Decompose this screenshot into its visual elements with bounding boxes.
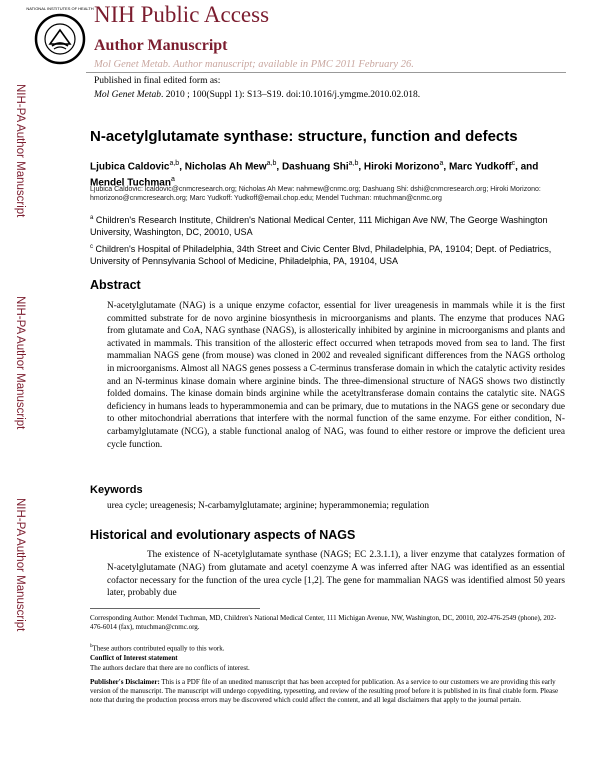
affiliation-c-sup: c: [90, 244, 93, 250]
author: Dashuang Shi: [281, 161, 349, 173]
side-label-middle: NIH-PA Author Manuscript: [14, 296, 26, 430]
author-sup: a: [439, 160, 444, 167]
side-label-top: NIH-PA Author Manuscript: [14, 84, 26, 218]
equal-sup: b: [90, 644, 93, 649]
conflict-text: The authors declare that there are no conflicts of interest.: [90, 664, 250, 672]
nih-public-access-title: NIH Public Access: [94, 2, 270, 27]
section-heading: Historical and evolutionary aspects of NAGS: [90, 528, 356, 542]
conflict-heading-text: Conflict of Interest statement: [90, 654, 178, 662]
author-sep: ,: [179, 161, 185, 173]
author-sup: c: [511, 160, 516, 167]
author-sep: , and: [515, 161, 539, 173]
affiliation-c-text: Children's Hospital of Philadelphia, 34th Street and Civic Center Blvd, Philadelphia, PA, 19104; Dept. of Pediatrics, University of Pennsylvania School of Medicine, Philadelphia, PA, 19104, USA: [90, 244, 552, 266]
article-title: N-acetylglutamate synthase: structure, function and defects: [90, 128, 518, 145]
author-sep: ,: [443, 161, 449, 173]
keywords-heading: Keywords: [90, 484, 143, 496]
affiliation-a-text: Children's Research Institute, Children's National Medical Center, 111 Michigan Ave NW, The George Washington University, Washington, DC, 20010, USA: [90, 215, 548, 237]
author-sep: ,: [276, 161, 282, 173]
journal-name: Mol Genet Metab: [94, 90, 162, 100]
abstract-heading: Abstract: [90, 278, 141, 292]
author-sup: a,b: [348, 160, 359, 167]
publisher-disclaimer: [90, 678, 568, 705]
author-sup: a,b: [266, 160, 277, 167]
keywords-text: urea cycle; ureagenesis; N-carbamylglutamate; arginine; hyperammonemia; regulation: [107, 501, 429, 511]
equal-text: These authors contributed equally to this work.: [92, 644, 225, 653]
author: Ljubica Caldovic: [90, 161, 170, 173]
affiliation-a: [90, 212, 568, 238]
section-paragraph: The existence of N-acetylglutamate synthase (NAGS; EC 2.3.1.1), a liver enzyme that catalyzes formation of N-acetylglutamate (NAG) from glutamate and acetyl coenzyme A was inferred after NAG was identified as an essential cofactor necessary for the function of the urea cycle [1,2]. The gene for mammalian NAGS was identified almost 50 years later, probably due: [107, 550, 565, 599]
nih-logo: [26, 0, 94, 78]
author-sep: ,: [358, 161, 364, 173]
author-emails: Ljubica Caldovic: lcaldovic@cnmcresearch.org; Nicholas Ah Mew: nahmew@cnmc.org; Dashuang Shi: dshi@cnmcresearch.org; Hiroki Morizono: hmorizono@cnmcresearch.org; Marc Yudkoff: Yudkoff@email.chop.edu; Mendel Tuchman: mtuchman@cnmc.org: [90, 186, 541, 202]
disclaimer-text: This is a PDF file of an unedited manuscript that has been accepted for publication. As a service to our customers we are providing this early version of the manuscript. The manuscript will undergo copyediting, typesetting, and review of the resulting proof before it is published in its final citable form. Please note that during the production process errors may be discovered which could affect the content, and all legal disclaimers that apply to the journal pertain.: [90, 678, 559, 704]
published-in-label: Published in final edited form as:: [94, 76, 221, 86]
side-label-bottom: NIH-PA Author Manuscript: [14, 498, 26, 632]
citation: [94, 90, 420, 100]
affiliation-a-sup: a: [90, 215, 94, 221]
correspondence-note: Corresponding Author: Mendel Tuchman, MD, Children's National Medical Center, 111 Michigan Avenue, NW, Washington, DC, 20010, 202-476-2549 (phone), 202-476-6014 (fax), mtuchman@cnmc.org.: [90, 614, 557, 631]
author: Nicholas Ah Mew: [184, 161, 267, 173]
logo-text: NATIONAL INSTITUTES OF HEALTH: [26, 6, 94, 11]
disclaimer-heading: Publisher's Disclaimer:: [90, 678, 160, 686]
header-rule: [86, 72, 566, 73]
footnote-rule: [90, 608, 260, 609]
author-sup: a,b: [169, 160, 180, 167]
author-manuscript-subtitle: Author Manuscript: [94, 37, 228, 54]
conflict-heading: [90, 654, 568, 663]
citation-details: . 2010 ; 100(Suppl 1): S13–S19. doi:10.1016/j.ymgme.2010.02.018.: [161, 90, 421, 100]
author: Hiroki Morizono: [363, 161, 440, 173]
abstract-text: N-acetylglutamate (NAG) is a unique enzyme cofactor, essential for liver ureagenesis in mammals while it is the first committed substrate for de novo arginine biosynthesis in microorganisms and plants. The enzyme that produces NAG from glutamate and CoA, NAG synthase (NAGS), is allosterically inhibited by arginine in microorganisms and plants and activated in mammals. This transition of the allosteric effect occurred when tetrapods moved from sea to land. The first mammalian NAGS gene (from mouse) was cloned in 2002 and revealed significant differences from the NAGS ortholog in microorganisms. Almost all NAGS genes possess a C-terminus transferase domain in which the catalytic activity resides and an N-terminus kinase domain where arginine binds. The three-dimensional structure of NAGS shows two distinctly folded domains. The kinase domain binds arginine while the acetyltransferase domain contains the catalytic site. NAGS deficiency in humans leads to hyperammonemia and can be primary, due to mutations in the NAGS gene or secondary due to other mitochondrial aberrations that interfere with the normal function of the same enzyme. For either condition, N-carbamylglutamate (NCG), a stable functional analog of NAG, was found to either restore or improve the deficient urea cycle function.: [107, 301, 565, 450]
author: Marc Yudkoff: [448, 161, 512, 173]
author-sup: a: [170, 176, 175, 184]
availability-note: Mol Genet Metab. Author manuscript; available in PMC 2011 February 26.: [94, 59, 414, 70]
affiliation-c: [90, 241, 568, 267]
author: Mendel Tuchman: [90, 177, 171, 189]
equal-contribution-note: [90, 642, 568, 653]
